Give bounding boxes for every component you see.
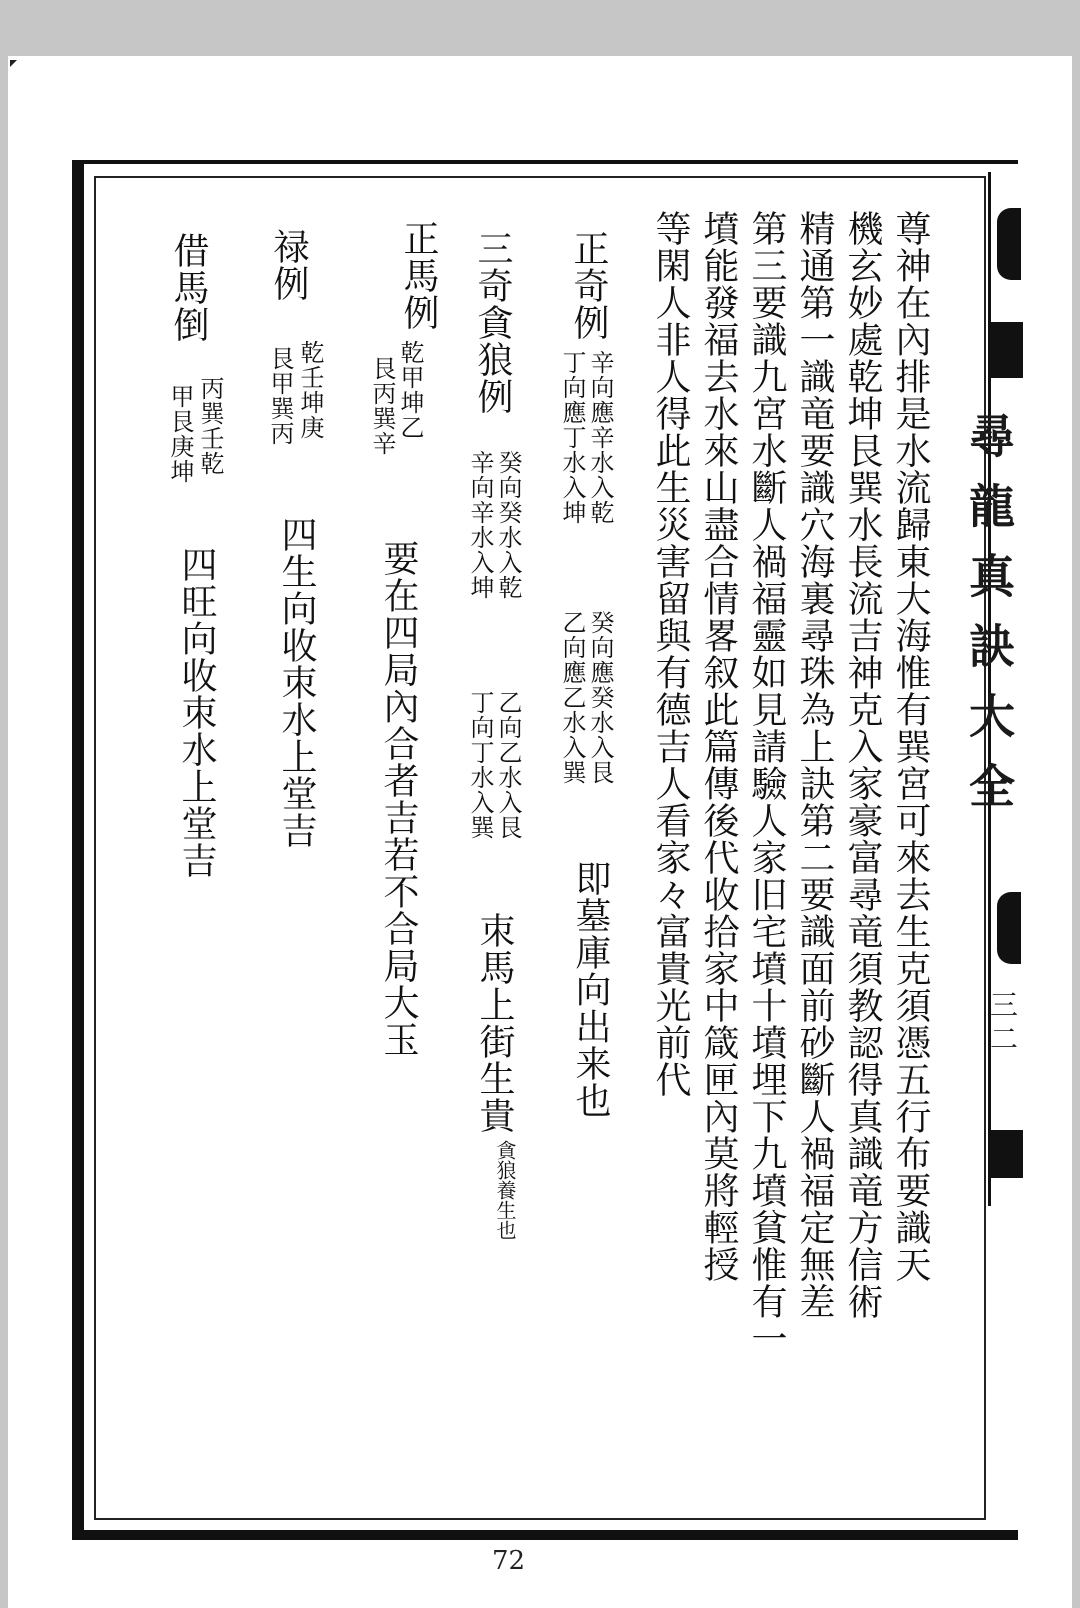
zhengqi-tail: 即墓庫向出来也 <box>570 860 611 1119</box>
zhengqi-row-2: 丁向應丁水入坤 <box>558 350 586 525</box>
section-heading-zhengma: 正馬例 <box>398 220 439 331</box>
text-column-5: 墳能發福去水來山盡合情畧叙此篇傳後代收拾家中箴匣內莫將輕授 <box>698 210 739 1283</box>
zhengma-row-1: 乾甲坤乙 <box>396 340 424 440</box>
section-heading-zhengqi: 正奇例 <box>568 230 609 341</box>
text-column-3: 精通第一識竜要識穴海裏尋珠為上訣第二要識面前砂斷人禍福定無差 <box>794 210 835 1320</box>
section-heading-sanqi: 三奇貪狼例 <box>472 230 513 415</box>
jiema-row-2: 甲艮庚坤 <box>166 384 194 484</box>
text-column-1: 尊神在內排是水流歸東大海惟有巽宮可來去生克須憑五行布要識天 <box>890 210 931 1283</box>
zhengqi-row-1: 辛向應辛水入乾 <box>586 350 614 525</box>
lu-row-2: 艮甲巽丙 <box>266 346 294 446</box>
sanqi-row-4: 丁向丁水入巽 <box>466 690 494 840</box>
spine-ring-top <box>997 208 1021 280</box>
zhengqi-row-3: 癸向應癸水入艮 <box>586 610 614 785</box>
jiema-row-1: 丙巽壬乾 <box>196 376 224 476</box>
spine-numeral: 三二 <box>986 990 1019 1058</box>
sanqi-row-1: 癸向癸水入乾 <box>494 450 522 600</box>
corner-mark <box>10 60 17 67</box>
spine-block-bottom <box>991 1130 1023 1178</box>
text-column-6: 等閑人非人得此生災害留與有德吉人看家々富貴光前代 <box>650 210 691 1098</box>
spine-block <box>991 322 1023 378</box>
zhengqi-row-4: 乙向應乙水入巽 <box>558 610 586 785</box>
section-heading-jiema: 借馬倒 <box>168 232 209 343</box>
spine-title: 尋龍真訣大全 <box>962 412 1016 832</box>
sanqi-tail: 朿馬上街生貴 <box>474 912 515 1134</box>
sanqi-row-2: 辛向辛水入坤 <box>466 450 494 600</box>
sanqi-note: 貪狼養生也 <box>493 1140 517 1240</box>
text-column-2: 機玄妙處乾坤艮巽水長流吉神克入家豪富尋竜須教認得真識竜方信術 <box>842 210 883 1320</box>
text-column-4: 第三要識九宮水斷人禍福靈如見請驗人家旧宅墳十墳埋下九墳貧惟有一 <box>746 210 787 1357</box>
section-heading-lu: 禄例 <box>268 228 309 302</box>
jiema-tail: 四旺向收朿水上堂吉 <box>176 546 217 879</box>
sanqi-row-3: 乙向乙水入艮 <box>494 690 522 840</box>
zhengma-row-2: 艮丙巽辛 <box>368 356 396 456</box>
lu-tail: 四生向收朿水上堂吉 <box>276 516 317 849</box>
zhengma-tail: 要在四局內合者吉若不合局大玉 <box>378 540 419 1058</box>
lu-row-1: 乾壬坤庚 <box>296 340 324 440</box>
page-number: 72 <box>492 1546 526 1576</box>
